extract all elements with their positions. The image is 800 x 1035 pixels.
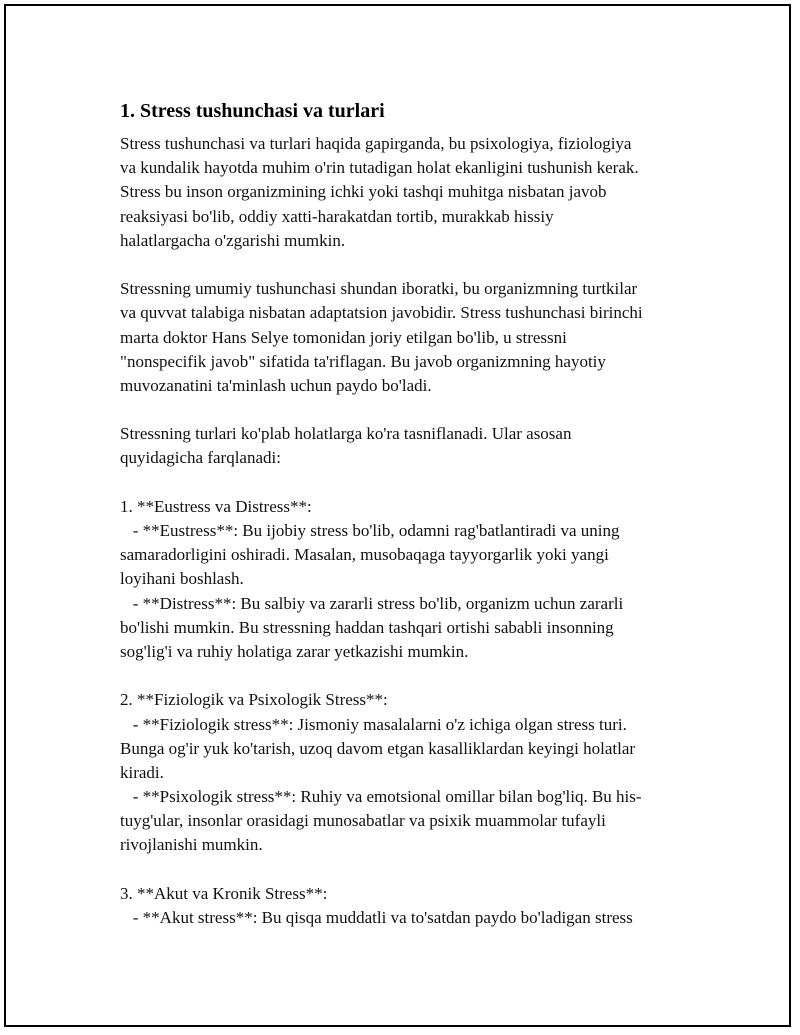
text-line: Stressning umumiy tushunchasi shundan iboratki, bu organizmning turtkilar: [120, 279, 638, 299]
text-line: 2. **Fiziologik va Psixologik Stress**:: [120, 690, 388, 710]
text-line: [120, 398, 710, 422]
text-line: Stress bu inson organizmining ichki yoki tashqi muhitga nisbatan javob: [120, 182, 607, 202]
text-line: Stress tushunchasi va turlari haqida gapirganda, bu psixologiya, fiziologiya: [120, 134, 632, 153]
text-line: - **Akut stress**: Bu qisqa muddatli va to'satdan paydo bo'ladigan stress: [120, 908, 633, 927]
text-line: - **Distress**: Bu salbiy va zararli stress bo'lib, organizm uchun zararli: [120, 593, 624, 613]
section-heading: 1. Stress tushunchasi va turlari: [120, 100, 385, 122]
text-line: bo'lishi mumkin. Bu stressning haddan tashqari ortishi sababli insonning: [120, 617, 614, 637]
text-line: 3. **Akut va Kronik Stress**:: [120, 883, 328, 903]
text-line: 1. **Eustress va Distress**:: [120, 496, 312, 516]
text-line: - **Fiziologik stress**: Jismoniy masalalarni o'z ichiga olgan stress turi.: [120, 714, 627, 734]
text-line: tuyg'ular, insonlar orasidagi munosabatlar va psixik muammolar tufayli: [120, 811, 606, 831]
text-line: marta doktor Hans Selye tomonidan joriy etilgan bo'lib, u stressni: [120, 327, 567, 347]
text-line: kiradi.: [120, 762, 164, 782]
text-line: [120, 858, 710, 882]
document-body: [120, 98, 710, 930]
text-line: sog'lig'i va ruhiy holatiga zarar yetkazishi mumkin.: [120, 641, 469, 661]
text-line: va quvvat talabiga nisbatan adaptatsion javobidir. Stress tushunchasi birinchi: [120, 303, 643, 323]
text-line: [120, 471, 710, 495]
text-lines: [120, 132, 710, 930]
page-frame: [4, 4, 791, 1027]
text-line: - **Eustress**: Bu ijobiy stress bo'lib, odamni rag'batlantiradi va uning: [120, 521, 620, 540]
text-line: samaradorligini oshiradi. Masalan, musobaqaga tayyorgarlik yoki yangi: [120, 545, 609, 565]
text-line: halatlargacha o'zgarishi mumkin.: [120, 230, 346, 250]
text-line: muvozanatini ta'minlash uchun paydo bo'ladi.: [120, 375, 432, 395]
text-line: "nonspecifik javob" sifatida ta'riflagan. Bu javob organizmning hayotiy: [120, 351, 606, 371]
text-line: loyihani boshlash.: [120, 569, 244, 589]
text-line: reaksiyasi bo'lib, oddiy xatti-harakatdan tortib, murakkab hissiy: [120, 206, 554, 226]
text-line: quyidagicha farqlanadi:: [120, 448, 281, 468]
text-line: rivojlanishi mumkin.: [120, 835, 263, 855]
text-line: Bunga og'ir yuk ko'tarish, uzoq davom etgan kasalliklardan keyingi holatlar: [120, 738, 636, 758]
text-line: va kundalik hayotda muhim o'rin tutadigan holat ekanligini tushunish kerak.: [120, 158, 639, 178]
text-line: [120, 664, 710, 688]
text-line: Stressning turlari ko'plab holatlarga ko'ra tasniflanadi. Ular asosan: [120, 424, 572, 444]
text-line: - **Psixologik stress**: Ruhiy va emotsional omillar bilan bog'liq. Bu his-: [120, 787, 642, 807]
text-line: [120, 253, 710, 277]
